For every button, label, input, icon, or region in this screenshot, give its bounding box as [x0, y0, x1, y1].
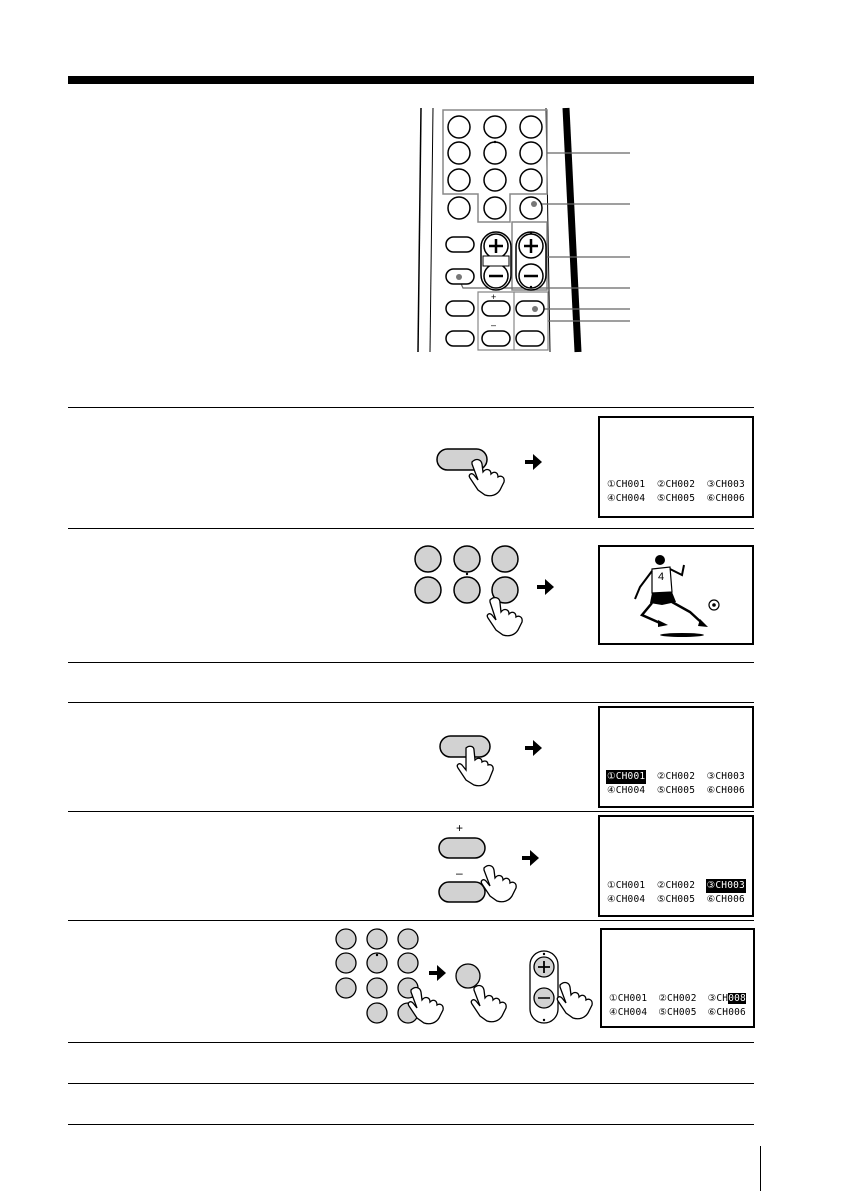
- channel-number-highlight: 008: [728, 993, 746, 1004]
- channel-item: ②CH002: [656, 771, 696, 782]
- player-number: 4: [658, 571, 665, 583]
- channel-item: ⑥CH006: [706, 894, 745, 905]
- step4-minus-label: –: [456, 866, 463, 880]
- channel-item: ①CH001: [609, 993, 648, 1004]
- channel-item: ②CH002: [656, 880, 696, 891]
- channel-item: ⑥CH006: [706, 493, 745, 504]
- channel-row: [608, 1006, 747, 1020]
- channel-item: ④CH004: [607, 785, 646, 796]
- channel-item: ②CH002: [656, 479, 696, 490]
- channel-item: ①CH001: [607, 880, 646, 891]
- channel-prefix: ③CH: [707, 993, 729, 1004]
- channel-list: [608, 992, 747, 1020]
- channel-item: ⑥CH006: [706, 785, 745, 796]
- channel-item: ④CH004: [609, 1007, 648, 1018]
- channel-item: ②CH002: [658, 993, 697, 1004]
- channel-item: ⑤CH005: [658, 1007, 697, 1018]
- channel-item-selected: ①CH001: [607, 771, 646, 782]
- channel-item: ④CH004: [607, 493, 646, 504]
- remote-plus-label: +: [491, 292, 497, 302]
- channel-item: ⑤CH005: [656, 493, 696, 504]
- channel-item: ③CH003: [706, 771, 745, 782]
- channel-item: ③CH003: [706, 479, 745, 490]
- remote-minus-label: –: [491, 320, 497, 330]
- channel-item: ④CH004: [607, 894, 646, 905]
- channel-item: ①CH001: [607, 479, 646, 490]
- channel-row: [608, 992, 747, 1006]
- step4-plus-label: +: [456, 821, 464, 835]
- channel-item: ⑥CH006: [707, 1007, 746, 1018]
- channel-item: ⑤CH005: [656, 894, 696, 905]
- tv-screen-step5: [600, 928, 755, 1028]
- page-edge-marker: [760, 1146, 761, 1191]
- channel-item: ⑤CH005: [656, 785, 696, 796]
- channel-item-editing: [707, 992, 747, 1006]
- channel-item-selected: ③CH003: [706, 880, 745, 891]
